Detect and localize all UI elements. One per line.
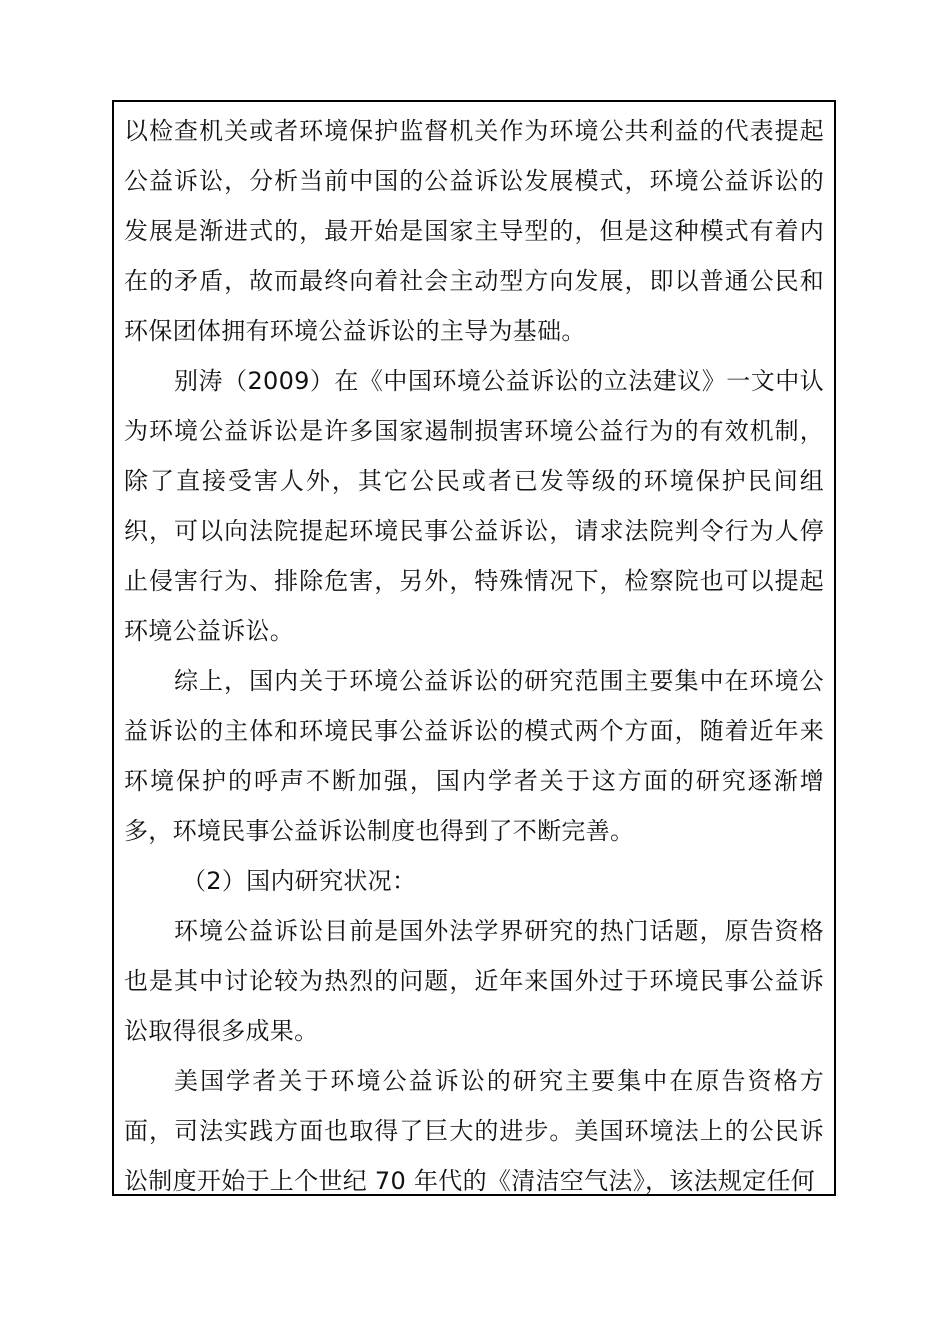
paragraph-1: 以检查机关或者环境保护监督机关作为环境公共利益的代表提起公益诉讼，分析当前中国的公益诉讼发展模式，环境公益诉讼的发展是渐进式的，最开始是国家主导型的，但是这种模式有着内在的矛盾，故而最终向着社会主动型方向发展，即以普通公民和环保团体拥有环境公益诉讼的主导为基础。 [124,117,824,345]
paragraph-5: 美国学者关于环境公益诉讼的研究主要集中在原告资格方面，司法实践方面也取得了巨大的进步。美国环境法上的公民诉讼制度开始于上个世纪 70 年代的《清洁空气法》，该法规定任何 [124,1067,824,1195]
paragraph-2: 别涛（2009）在《中国环境公益诉讼的立法建议》一文中认为环境公益诉讼是许多国家遏制损害环境公益行为的有效机制，除了直接受害人外，其它公民或者已发等级的环境保护民间组织，可以向法院提起环境民事公益诉讼，请求法院判令行为人停止侵害行为、排除危害，另外，特殊情况下，检察院也可以提起环境公益诉讼。 [124,367,824,645]
paragraph-4: 环境公益诉讼目前是国外法学界研究的热门话题，原告资格也是其中讨论较为热烈的问题，近年来国外过于环境民事公益诉讼取得很多成果。 [124,917,824,1045]
section-heading: （2）国内研究状况： [182,867,417,895]
page-frame [112,100,836,1196]
paragraph-3: 综上，国内关于环境公益诉讼的研究范围主要集中在环境公益诉讼的主体和环境民事公益诉讼的模式两个方面，随着近年来环境保护的呼声不断加强，国内学者关于这方面的研究逐渐增多，环境民事公益诉讼制度也得到了不断完善。 [124,667,824,845]
document-body [124,106,824,1206]
